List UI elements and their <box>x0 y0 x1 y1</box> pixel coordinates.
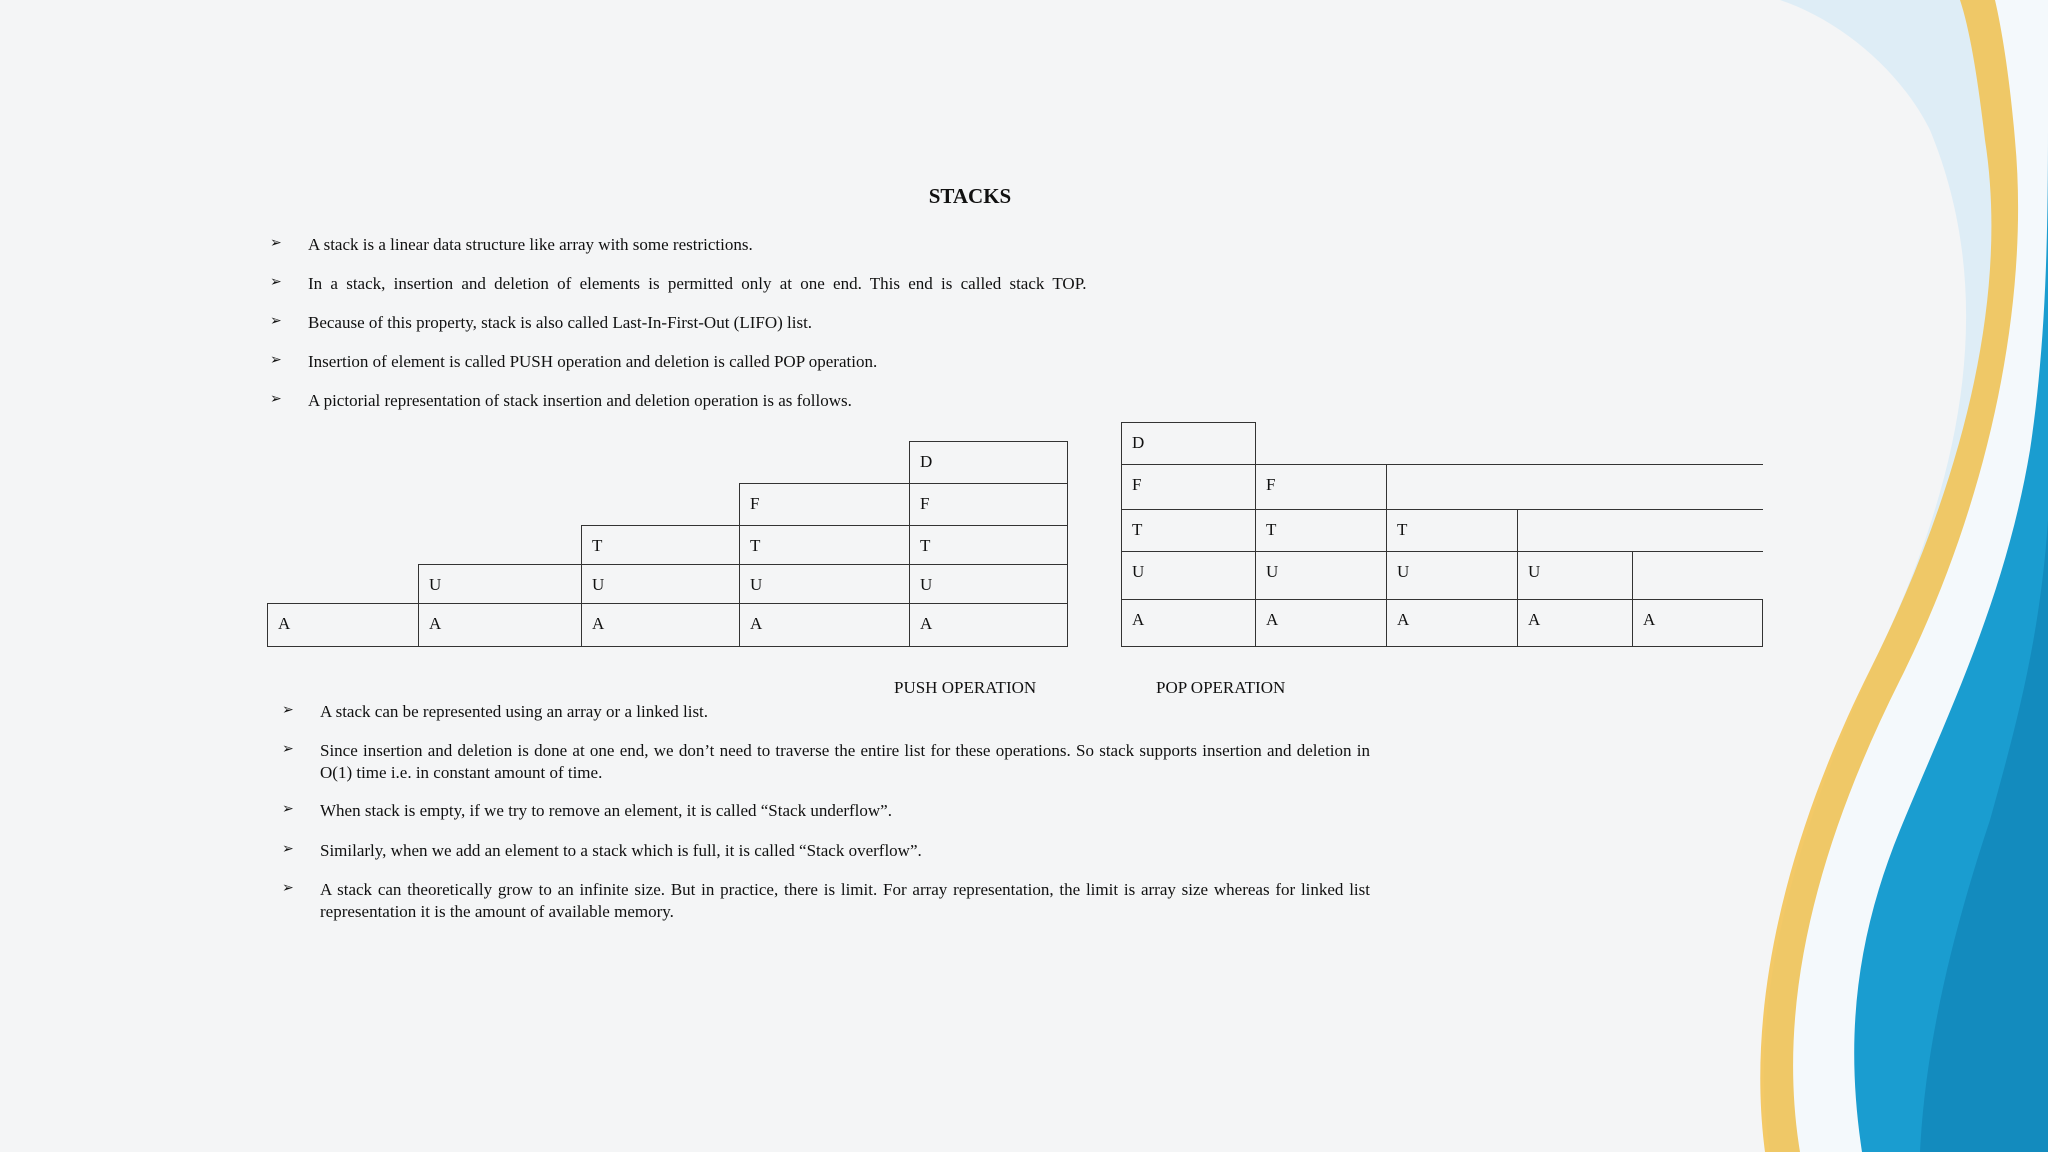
arrow-bullet-icon: ➢ <box>282 801 294 817</box>
push-cell: U <box>418 564 582 604</box>
slide-title: STACKS <box>928 184 1012 208</box>
pop-cell: A <box>1121 599 1256 647</box>
pop-cell: U <box>1121 551 1256 600</box>
bullet-text: A pictorial representation of stack insertion and deletion operation is as follows. <box>308 391 852 410</box>
arrow-bullet-icon: ➢ <box>270 274 282 290</box>
bullet-text: Insertion of element is called PUSH operation and deletion is called POP operation. <box>308 352 878 371</box>
arrow-bullet-icon: ➢ <box>270 352 282 368</box>
bullet-text: Because of this property, stack is also called Last-In-First-Out (LIFO) list. <box>308 313 813 332</box>
push-cell: U <box>909 564 1068 604</box>
arrow-bullet-icon: ➢ <box>282 841 294 857</box>
pop-cell: D <box>1121 422 1256 465</box>
push-cell: U <box>739 564 910 604</box>
pop-cell: T <box>1386 509 1518 552</box>
bullet-text: Similarly, when we add an element to a stack which is full, it is called “Stack overflow”. <box>320 841 922 860</box>
pop-slot-edge <box>1517 551 1763 552</box>
push-cell: T <box>739 525 910 565</box>
push-cell: T <box>581 525 740 565</box>
pop-cell: A <box>1517 599 1633 647</box>
pop-cell: A <box>1632 599 1763 647</box>
arrow-bullet-icon: ➢ <box>270 391 282 407</box>
arrow-bullet-icon: ➢ <box>282 702 294 718</box>
pop-slot-edge <box>1632 599 1763 600</box>
arrow-bullet-icon: ➢ <box>282 880 294 896</box>
bullet-text: When stack is empty, if we try to remove an element, it is called “Stack underflow”. <box>320 801 892 820</box>
pop-cell: A <box>1255 599 1387 647</box>
push-cell: F <box>739 483 910 526</box>
arrow-bullet-icon: ➢ <box>270 235 282 251</box>
pop-cell: A <box>1386 599 1518 647</box>
push-cell: A <box>267 603 419 647</box>
pop-caption: POP OPERATION <box>1156 678 1286 697</box>
pop-cell: F <box>1255 464 1387 510</box>
pop-cell: U <box>1255 551 1387 600</box>
push-cell: F <box>909 483 1068 526</box>
arrow-bullet-icon: ➢ <box>282 741 294 757</box>
push-cell: T <box>909 525 1068 565</box>
pop-slot-edge <box>1387 464 1763 465</box>
pop-cell: T <box>1255 509 1387 552</box>
bullet-text: A stack is a linear data structure like array with some restrictions. <box>308 235 753 254</box>
push-caption: PUSH OPERATION <box>894 678 1037 697</box>
bullet-text: In a stack, insertion and deletion of elements is permitted only at one end. This end is called stack TOP. <box>308 274 1087 293</box>
push-cell: D <box>909 441 1068 484</box>
push-cell: A <box>909 603 1068 647</box>
push-cell: A <box>418 603 582 647</box>
bullet-text: Since insertion and deletion is done at one end, we don’t need to traverse the entire list for these operations. So stack supports insertion and deletion in O(1) time i.e. in constant amount of time. <box>320 741 1370 782</box>
pop-slot-edge <box>1517 509 1763 510</box>
push-cell: A <box>581 603 740 647</box>
pop-cell: F <box>1121 464 1256 510</box>
pop-cell: U <box>1517 551 1633 600</box>
push-cell: A <box>739 603 910 647</box>
push-cell: U <box>581 564 740 604</box>
arrow-bullet-icon: ➢ <box>270 313 282 329</box>
pop-cell: U <box>1386 551 1518 600</box>
pop-cell: T <box>1121 509 1256 552</box>
bullet-text: A stack can be represented using an array or a linked list. <box>320 702 709 721</box>
bullet-text: A stack can theoretically grow to an infinite size. But in practice, there is limit. For array representation, the limit is array size whereas for linked list representation it is the amount of available memory. <box>320 880 1370 921</box>
